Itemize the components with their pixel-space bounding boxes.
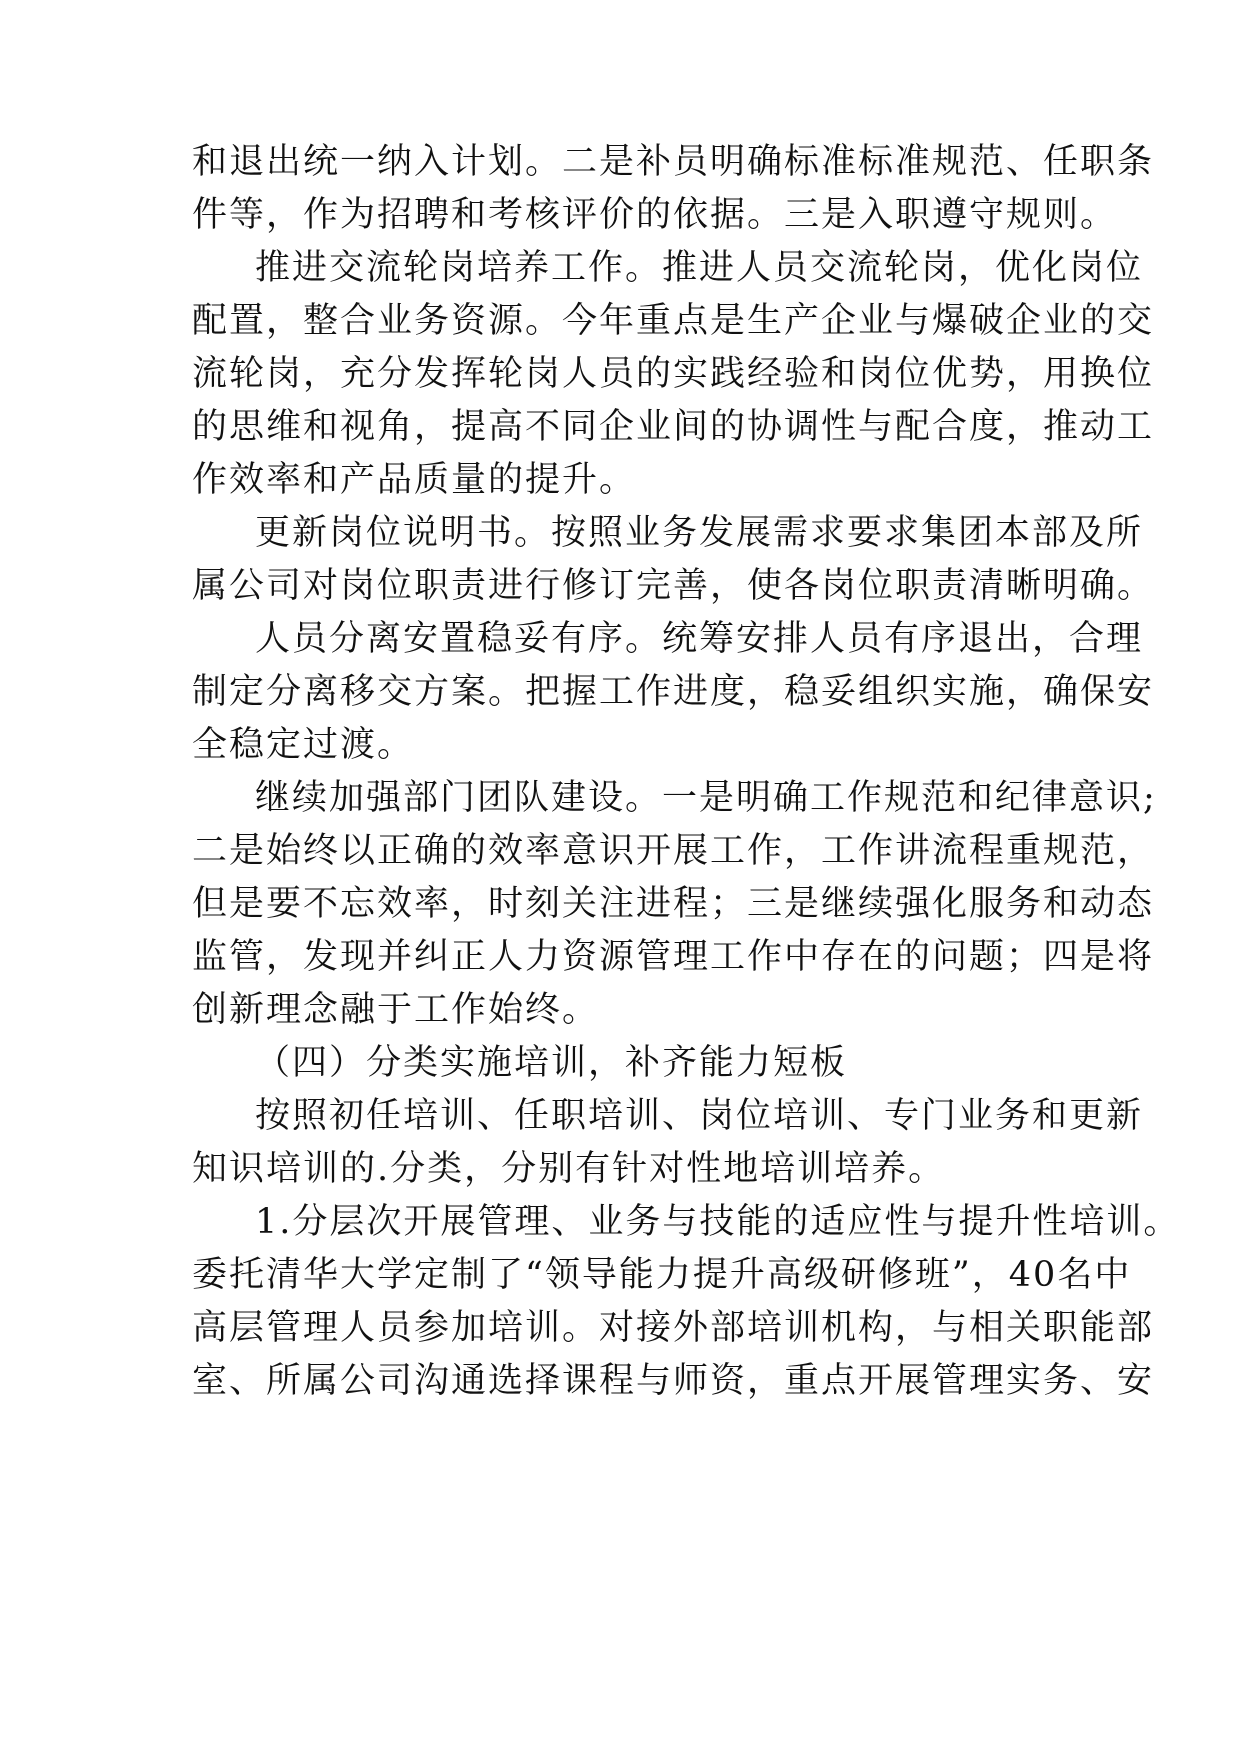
text-line: 但是要不忘效率，时刻关注进程；三是继续强化服务和动态 [192,884,1155,924]
text-line: 按照初任培训、任职培训、岗位培训、专门业务和更新 [255,1096,1144,1136]
text-line: 更新岗位说明书。按照业务发展需求要求集团本部及所 [255,513,1144,553]
text-line: 推进交流轮岗培养工作。推进人员交流轮岗，优化岗位 [255,248,1144,288]
text-line: 人员分离安置稳妥有序。统筹安排人员有序退出，合理 [255,619,1144,659]
section-heading: （四）分类实施培训，补齐能力短板 [255,1043,848,1083]
text-line: 1.分层次开展管理、业务与技能的适应性与提升性培训。 [255,1202,1181,1242]
text-line: 作效率和产品质量的提升。 [192,460,637,500]
text-line: 监管，发现并纠正人力资源管理工作中存在的问题；四是将 [192,937,1155,977]
text-line: 二是始终以正确的效率意识开展工作，工作讲流程重规范， [192,831,1155,871]
text-line: 高层管理人员参加培训。对接外部培训机构，与相关职能部 [192,1308,1155,1348]
text-line: 配置，整合业务资源。今年重点是生产企业与爆破企业的交 [192,301,1155,341]
text-line: 继续加强部门团队建设。一是明确工作规范和纪律意识; [255,778,1157,818]
text-line: 委托清华大学定制了“领导能力提升高级研修班”，40名中 [192,1255,1132,1295]
text-line: 制定分离移交方案。把握工作进度，稳妥组织实施，确保安 [192,672,1155,712]
text-line: 知识培训的.分类，分别有针对性地培训培养。 [192,1149,946,1189]
text-line: 件等，作为招聘和考核评价的依据。三是入职遵守规则。 [192,195,1118,235]
text-line: 属公司对岗位职责进行修订完善，使各岗位职责清晰明确。 [192,566,1155,606]
text-line: 和退出统一纳入计划。二是补员明确标准标准规范、任职条 [192,142,1155,182]
text-line: 室、所属公司沟通选择课程与师资，重点开展管理实务、安 [192,1361,1155,1401]
text-line: 创新理念融于工作始终。 [192,990,600,1030]
text-line: 流轮岗，充分发挥轮岗人员的实践经验和岗位优势，用换位 [192,354,1155,394]
text-line: 全稳定过渡。 [192,725,415,765]
text-line: 的思维和视角，提高不同企业间的协调性与配合度，推动工 [192,407,1155,447]
